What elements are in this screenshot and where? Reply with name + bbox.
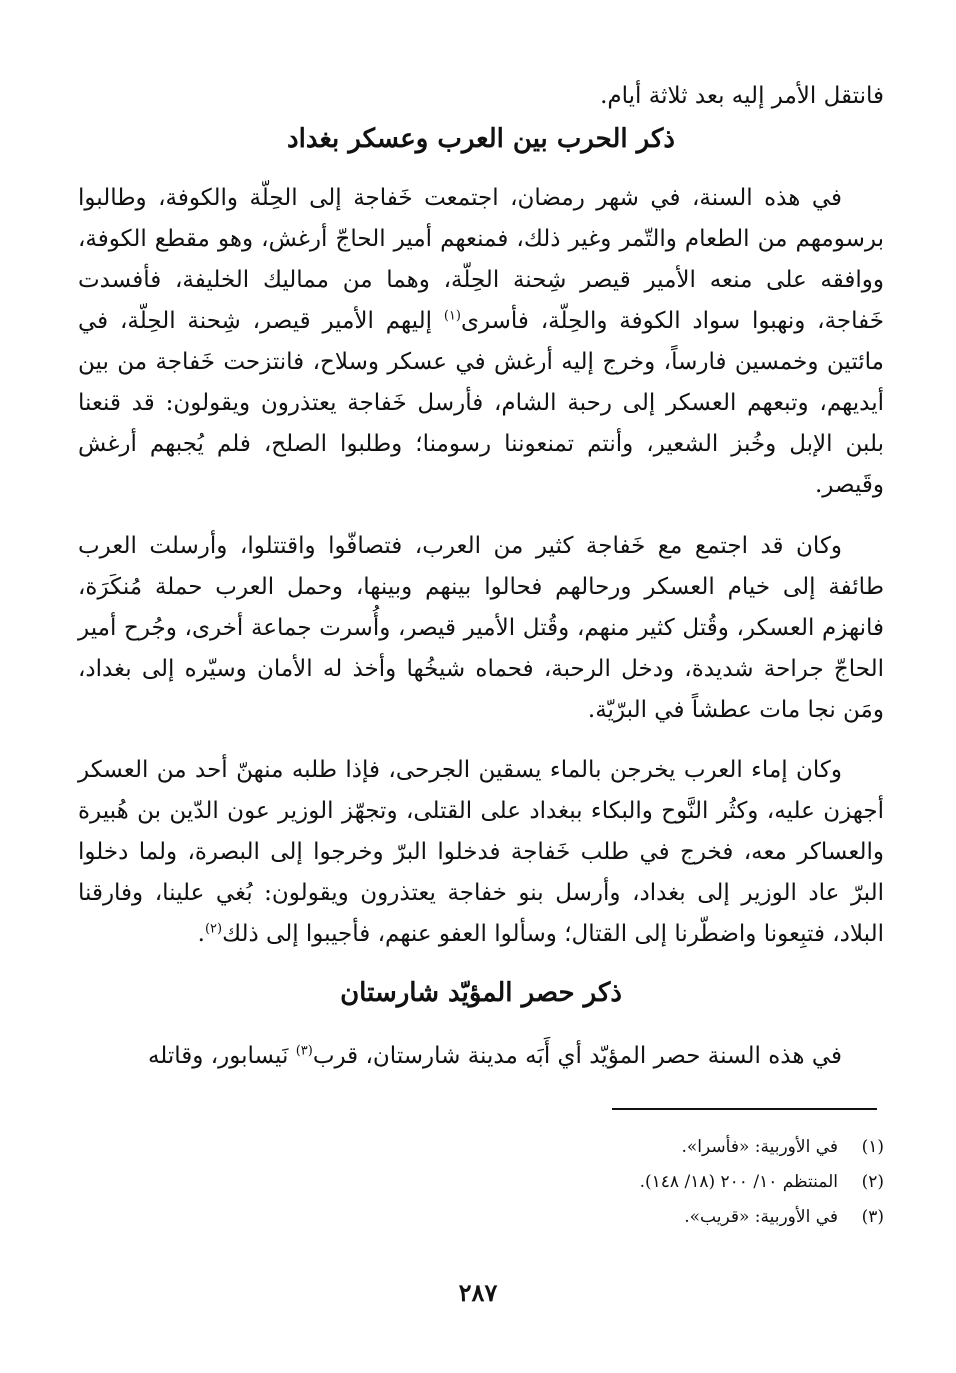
footnote-2-text: المنتظم ١٠/ ٢٠٠ (١٨/ ١٤٨). — [639, 1172, 838, 1192]
footnote-1-text: في الأوربية: «فأسرا». — [681, 1137, 838, 1157]
footnotes — [350, 1130, 884, 1235]
footnote-ref-2[interactable]: (٢) — [204, 921, 223, 937]
footnote-divider — [612, 1108, 877, 1110]
opening-line: فانتقل الأمر إليه بعد ثلاثة أيام. — [600, 83, 884, 109]
footnote-3 — [350, 1200, 884, 1235]
paragraph-2: وكان قد اجتمع مع خَفاجة كثير من العرب، فتصافّوا واقتتلوا، وأرسلت العرب طائفة إلى خيام العسكر ورحالهم فحالوا بينهم وبينها، وحمل العرب حملة مُنكَرَة، فانهزم العسكر، وقُتل كثير منهم، وقُتل الأمير قيصر، وأُسرت جماعة أخرى، وجُرح أمير الحاجّ جراحة شديدة، ودخل الرحبة، فحماه شيخُها وأخذ له الأمان وسيّره إلى بغداد، ومَن نجا مات عطشاً في البرّيّة. — [78, 533, 884, 723]
section-heading-war: ذكر الحرب بين العرب وعسكر بغداد — [287, 124, 675, 154]
footnote-1-number: (١) — [861, 1137, 884, 1157]
paragraph-1-part-2: إليهم الأمير قيصر، شِحنة الحِلّة، في مائتين وخمسين فارساً، وخرج إليه أرغش في عسكر وسلاح، فانتزحت خَفاجة من بين أيديهم، وتبعهم العسكر إلى رحبة الشام، فأرسل خَفاجة يعتذرون ويقولون: قد قنعنا بلبن الإبل وخُبز الشعير، وأنتم تمنعوننا رسومنا؛ وطلبوا الصلح، فلم يُجبهم أرغش وقَيصر. — [78, 308, 884, 498]
paragraph-4-end: نَيسابور، وقاتله — [147, 1043, 289, 1069]
footnote-3-number: (٣) — [861, 1207, 884, 1227]
section-heading-siege: ذكر حصر المؤيّد شارستان — [340, 978, 622, 1008]
footnote-1 — [350, 1130, 884, 1165]
paragraph-1-part-1: في هذه السنة، في شهر رمضان، اجتمعت خَفاجة إلى الحِلّة والكوفة، وطالبوا برسومهم من الطعام والتّمر وغير ذلك، فمنعهم أمير الحاجّ أرغش، وهو مقطع الكوفة، ووافقه على منعه الأمير قيصر شِحنة الحِلّة، وهما من مماليك الخليفة، فأفسدت خَفاجة، ونهبوا سواد الكوفة والحِلّة، فأسرى — [78, 185, 884, 334]
page-number: ٢٨٧ — [458, 1278, 498, 1307]
paragraph-3-text: وكان إماء العرب يخرجن بالماء يسقين الجرحى، فإذا طلبه منهنّ أحد من العسكر أجهزن عليه، وكثُر النَّوح والبكاء ببغداد على القتلى، وتجهّز الوزير عون الدّين بن هُبيرة والعساكر معه، فخرج في طلب خَفاجة فدخلوا البرّ وخرجوا إلى البصرة، ولما دخلوا البرّ عاد الوزير إلى بغداد، وأرسل بنو خفاجة يعتذرون ويقولون: بُغي علينا، وفارقنا البلاد، فتبِعونا واضطّرنا إلى القتال؛ وسألوا العفو عنهم، فأجيبوا إلى ذلك — [78, 757, 884, 947]
paragraph-4 — [78, 1036, 884, 1077]
paragraph-1 — [78, 178, 884, 506]
paragraph-3 — [78, 750, 884, 955]
footnote-ref-3[interactable]: (٣) — [295, 1043, 313, 1059]
paragraph-3-period: . — [197, 921, 205, 947]
paragraph-4-start: في هذه السنة حصر المؤيّد أي أَبَه مدينة شارستان، قرب — [312, 1043, 842, 1069]
footnote-2 — [350, 1165, 884, 1200]
footnote-ref-1[interactable]: (١) — [443, 308, 461, 324]
footnote-2-number: (٢) — [861, 1172, 884, 1192]
footnote-3-text: في الأوربية: «قريب». — [684, 1207, 838, 1227]
